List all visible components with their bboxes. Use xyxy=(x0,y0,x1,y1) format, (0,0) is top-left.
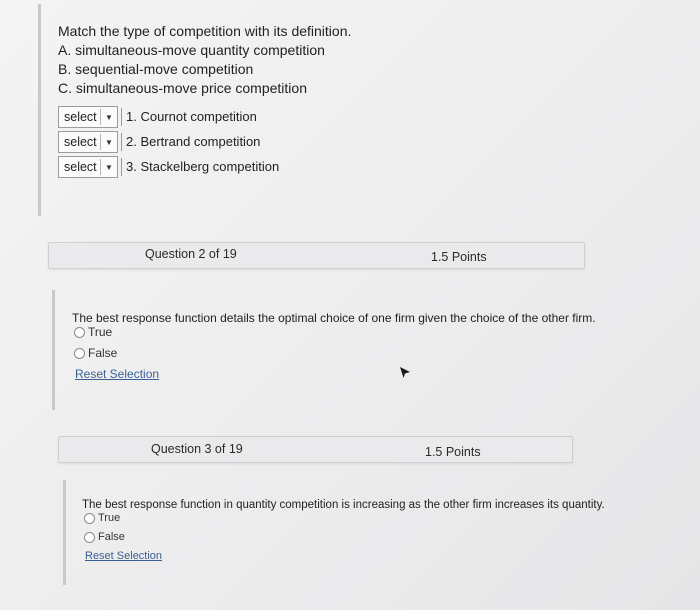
match-select-1[interactable] xyxy=(58,106,118,128)
chevron-down-icon: ▼ xyxy=(105,137,113,147)
question2-left-bar xyxy=(52,290,55,410)
match-select-3[interactable] xyxy=(58,156,118,178)
match-row-cournot xyxy=(58,105,618,129)
chevron-down-icon: ▼ xyxy=(105,162,113,172)
question3-points: 1.5 Points xyxy=(425,445,481,459)
radio-button[interactable] xyxy=(74,327,85,338)
question1-option-b: B. sequential-move competition xyxy=(58,61,254,77)
question3-reset-selection[interactable]: Reset Selection xyxy=(85,550,163,562)
question1 xyxy=(58,22,618,179)
question1-left-bar xyxy=(38,4,41,216)
question3-text: The best response function in quantity competition is increasing as the other firm increases its quantity. xyxy=(82,499,605,511)
radio-button[interactable] xyxy=(84,532,95,543)
option-label: True xyxy=(98,512,121,524)
chevron-down-icon: ▼ xyxy=(105,112,113,122)
match-term-cournot: 1. Cournot competition xyxy=(121,108,257,126)
question3-option-false[interactable] xyxy=(84,531,125,543)
question2-header xyxy=(48,242,585,269)
question2-number: Question 2 of 19 xyxy=(145,247,237,261)
radio-button[interactable] xyxy=(84,513,95,524)
match-select-2[interactable] xyxy=(58,131,118,153)
question3-header xyxy=(58,436,573,463)
option-label: False xyxy=(88,346,118,360)
select-label: select xyxy=(64,110,97,124)
question1-option-c: C. simultaneous-move price competition xyxy=(58,80,307,96)
mouse-cursor-icon xyxy=(398,366,412,380)
question2-option-false[interactable] xyxy=(74,346,117,360)
match-term-bertrand: 2. Bertrand competition xyxy=(121,133,260,151)
match-row-stackelberg xyxy=(58,155,618,179)
question1-prompt: Match the type of competition with its definition. xyxy=(58,23,352,39)
match-row-bertrand xyxy=(58,130,618,154)
option-label: False xyxy=(98,531,125,543)
question2-points: 1.5 Points xyxy=(431,250,487,264)
match-term-stackelberg: 3. Stackelberg competition xyxy=(121,158,279,176)
question3-number: Question 3 of 19 xyxy=(151,442,243,456)
question3-option-true[interactable] xyxy=(84,512,120,524)
question2-reset-selection[interactable]: Reset Selection xyxy=(75,367,160,381)
select-label: select xyxy=(64,135,97,149)
question3-left-bar xyxy=(63,480,66,585)
question2-text: The best response function details the optimal choice of one firm given the choice of the other firm. xyxy=(72,311,596,325)
radio-button[interactable] xyxy=(74,348,85,359)
select-label: select xyxy=(64,160,97,174)
question2-option-true[interactable] xyxy=(74,325,112,339)
question1-option-a: A. simultaneous-move quantity competition xyxy=(58,42,325,58)
option-label: True xyxy=(88,325,113,339)
